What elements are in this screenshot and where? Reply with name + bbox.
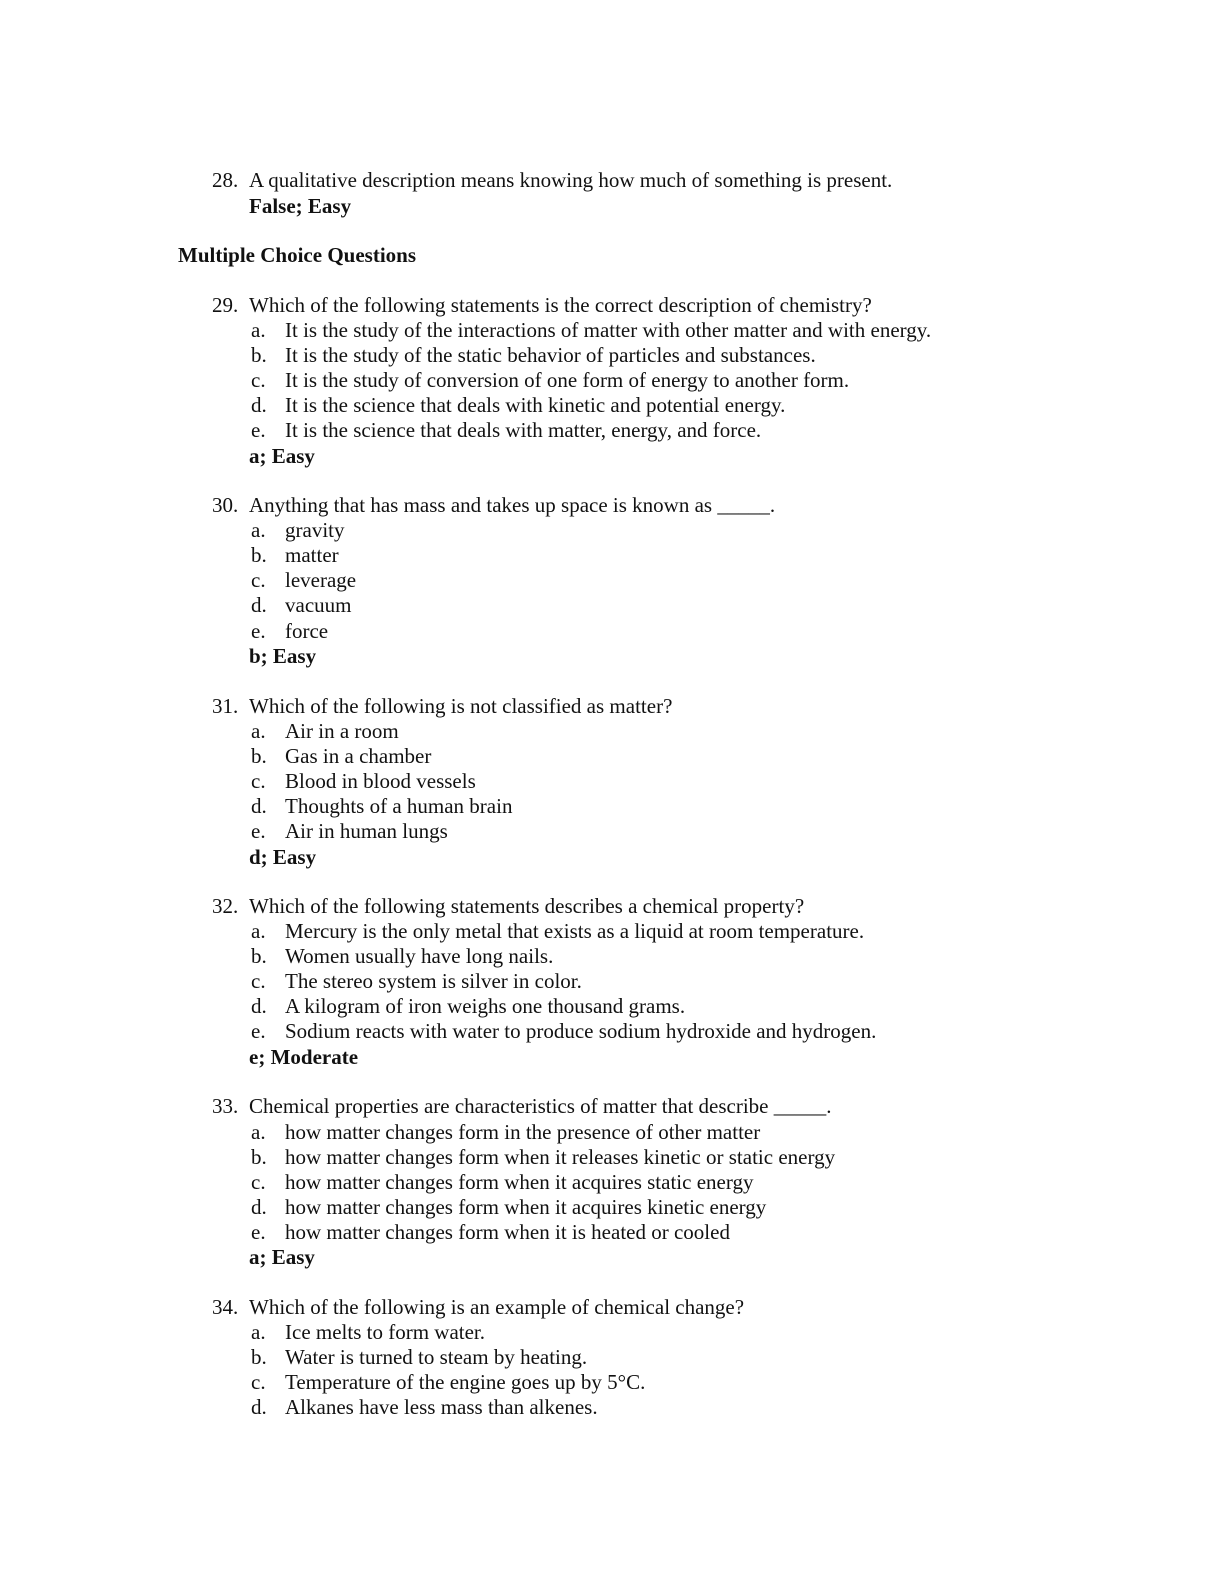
option-text: Ice melts to form water. xyxy=(285,1320,486,1344)
option-text: Air in human lungs xyxy=(285,819,448,843)
option-text: how matter changes form when it acquires kinetic energy xyxy=(285,1195,767,1219)
question-text: Which of the following statements describes a chemical property? xyxy=(249,894,805,918)
answer-key: d; Easy xyxy=(249,845,317,869)
option-letter: d. xyxy=(251,994,267,1018)
option-letter: c. xyxy=(251,769,266,793)
option-text: matter xyxy=(285,543,339,567)
option-letter: c. xyxy=(251,1370,266,1394)
option-text: force xyxy=(285,619,329,643)
answer-key: a; Easy xyxy=(249,444,315,468)
option-text: It is the study of the interactions of matter with other matter and with energy. xyxy=(285,318,932,342)
option-letter: b. xyxy=(251,343,267,367)
option-letter: e. xyxy=(251,1220,266,1244)
option-text: It is the study of conversion of one form of energy to another form. xyxy=(285,368,850,392)
question-number: 32. xyxy=(212,894,239,918)
answer-key: a; Easy xyxy=(249,1245,315,1269)
option-text: Temperature of the engine goes up by 5°C. xyxy=(285,1370,646,1394)
question-number: 34. xyxy=(212,1295,239,1319)
option-text: Sodium reacts with water to produce sodium hydroxide and hydrogen. xyxy=(285,1019,877,1043)
option-text: It is the study of the static behavior of particles and substances. xyxy=(285,343,816,367)
option-letter: a. xyxy=(251,919,266,943)
option-letter: c. xyxy=(251,368,266,392)
option-letter: c. xyxy=(251,568,266,592)
option-letter: a. xyxy=(251,1120,266,1144)
option-letter: b. xyxy=(251,744,267,768)
option-text: It is the science that deals with matter, energy, and force. xyxy=(285,418,762,442)
option-letter: a. xyxy=(251,719,266,743)
option-text: Water is turned to steam by heating. xyxy=(285,1345,588,1369)
option-text: Women usually have long nails. xyxy=(285,944,554,968)
option-letter: e. xyxy=(251,819,266,843)
option-letter: d. xyxy=(251,593,267,617)
option-letter: b. xyxy=(251,543,267,567)
option-letter: d. xyxy=(251,794,267,818)
option-letter: e. xyxy=(251,418,266,442)
question-text: Which of the following statements is the correct description of chemistry? xyxy=(249,293,872,317)
question-number: 33. xyxy=(212,1094,239,1118)
option-text: Gas in a chamber xyxy=(285,744,432,768)
option-text: Thoughts of a human brain xyxy=(285,794,513,818)
option-letter: c. xyxy=(251,969,266,993)
question-text: Chemical properties are characteristics of matter that describe _____. xyxy=(249,1094,832,1118)
question-text: Anything that has mass and takes up space is known as _____. xyxy=(249,493,776,517)
question-number: 31. xyxy=(212,694,239,718)
question-number: 29. xyxy=(212,293,239,317)
option-text: how matter changes form in the presence of other matter xyxy=(285,1120,761,1144)
option-letter: d. xyxy=(251,1395,267,1419)
option-text: Air in a room xyxy=(285,719,399,743)
answer-key: False; Easy xyxy=(249,194,352,218)
question-number: 30. xyxy=(212,493,239,517)
option-text: leverage xyxy=(285,568,357,592)
option-letter: a. xyxy=(251,518,266,542)
question-number: 28. xyxy=(212,168,239,192)
answer-key: b; Easy xyxy=(249,644,317,668)
option-text: Alkanes have less mass than alkenes. xyxy=(285,1395,598,1419)
option-text: Blood in blood vessels xyxy=(285,769,476,793)
option-text: vacuum xyxy=(285,593,352,617)
option-text: gravity xyxy=(285,518,345,542)
option-letter: c. xyxy=(251,1170,266,1194)
option-letter: a. xyxy=(251,1320,266,1344)
option-letter: d. xyxy=(251,1195,267,1219)
option-letter: e. xyxy=(251,1019,266,1043)
option-letter: a. xyxy=(251,318,266,342)
option-text: how matter changes form when it acquires static energy xyxy=(285,1170,754,1194)
section-title: Multiple Choice Questions xyxy=(178,243,417,267)
option-text: Mercury is the only metal that exists as a liquid at room temperature. xyxy=(285,919,865,943)
answer-key: e; Moderate xyxy=(249,1045,359,1069)
question-text: Which of the following is an example of chemical change? xyxy=(249,1295,745,1319)
option-letter: b. xyxy=(251,1345,267,1369)
option-text: It is the science that deals with kinetic and potential energy. xyxy=(285,393,786,417)
option-text: how matter changes form when it releases kinetic or static energy xyxy=(285,1145,836,1169)
option-letter: d. xyxy=(251,393,267,417)
question-text: Which of the following is not classified as matter? xyxy=(249,694,673,718)
option-text: The stereo system is silver in color. xyxy=(285,969,582,993)
option-letter: b. xyxy=(251,944,267,968)
question-text: A qualitative description means knowing how much of something is present. xyxy=(249,168,893,192)
option-letter: b. xyxy=(251,1145,267,1169)
option-text: how matter changes form when it is heated or cooled xyxy=(285,1220,730,1244)
option-letter: e. xyxy=(251,619,266,643)
option-text: A kilogram of iron weighs one thousand grams. xyxy=(285,994,686,1018)
